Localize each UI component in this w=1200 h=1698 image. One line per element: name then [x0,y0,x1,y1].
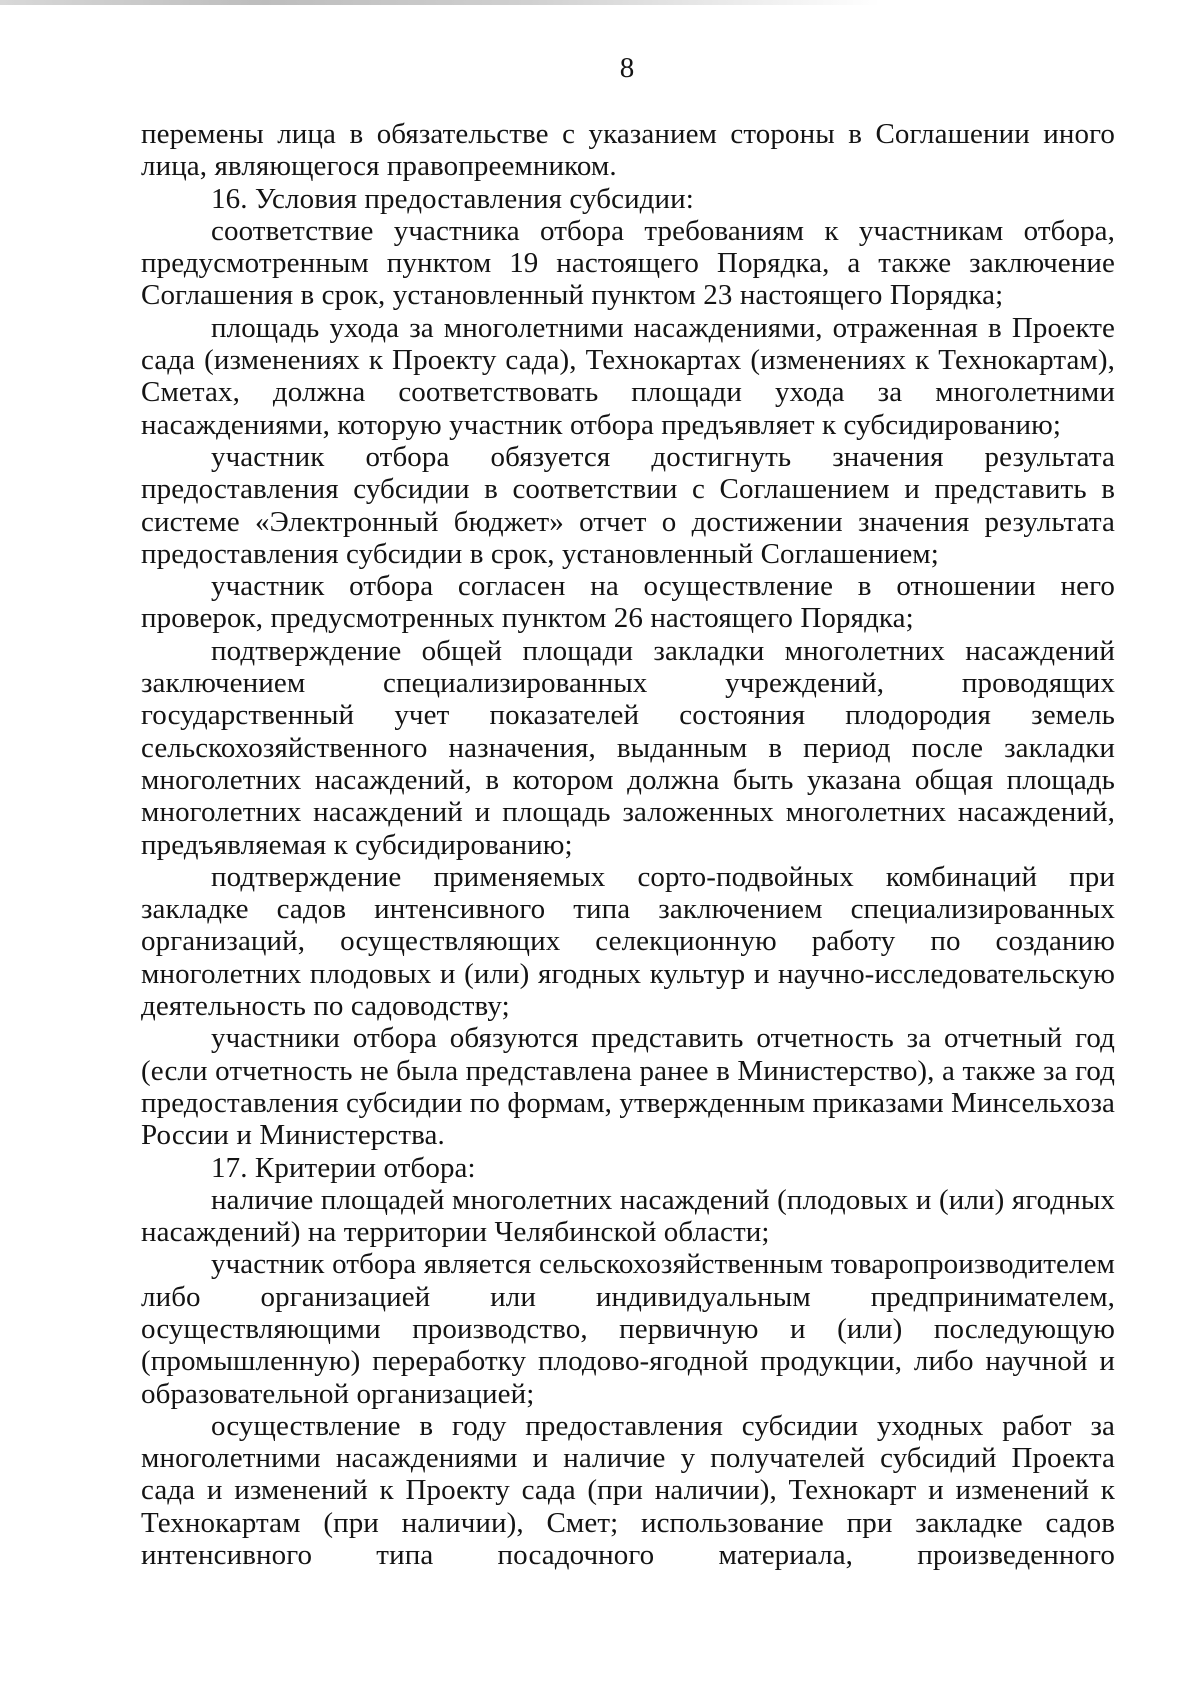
section-16-item-5: подтверждение общей площади закладки многолетних насаждений заключением специализированных учреждений, проводящих государственный учет показателей состояния плодородия земель сельскохозяйственного назначения, выданным в период после закладки многолетних насаждений, в котором должна быть указана общая площадь многолетних насаждений и площадь заложенных многолетних насаждений, предъявляемая к субсидированию; [141,634,1115,861]
section-16-item-3: участник отбора обязуется достигнуть значения результата предоставления субсидии в соответствии с Соглашением и представить в системе «Электронный бюджет» отчет о достижении значения результата предоставления субсидии в срок, установленный Соглашением; [141,440,1115,570]
paragraph-continuation: перемены лица в обязательстве с указанием стороны в Соглашении иного лица, являющегося правопреемником. [141,118,1115,183]
section-16-item-4: участник отбора согласен на осуществление в отношении него проверок, предусмотренных пунктом 26 настоящего Порядка; [141,570,1115,635]
section-16-item-7: участники отбора обязуются представить отчетность за отчетный год (если отчетность не была представлена ранее в Министерство), а также за год предоставления субсидии по формам, утвержденным приказами Минсельхоза России и Министерства. [141,1022,1115,1152]
section-17-item-2: участник отбора является сельскохозяйственным товаропроизводителем либо организацией или индивидуальным предпринимателем, осуществляющими производство, первичную и (или) последующую (промышленную) переработку плодово-ягодной продукции, либо научной и образовательной организацией; [141,1248,1115,1410]
scan-edge-artifact [0,0,880,5]
page-number: 8 [619,52,635,84]
section-16-item-2: площадь ухода за многолетними насаждениями, отраженная в Проекте сада (изменениях к Проекту сада), Технокартах (изменениях к Технокартам), Сметах, должна соответствовать площади ухода за многолетними насаждениями, которую участник отбора предъявляет к субсидированию; [141,311,1115,441]
section-17-item-1: наличие площадей многолетних насаждений (плодовых и (или) ягодных насаждений) на территории Челябинской области; [141,1183,1115,1249]
section-16-heading: 16. Условия предоставления субсидии: [211,182,694,215]
section-17-item-3: осуществление в году предоставления субсидии уходных работ за многолетними насаждениями и наличие у получателей субсидий Проекта сада и изменений к Проекту сада (при наличии), Технокарт и изменений к Технокартам (при наличии), Смет; использование при закладке садов интенсивного типа посадочного материала, произведенного [141,1409,1115,1572]
document-body [141,118,1115,1571]
section-16-item-6: подтверждение применяемых сорто-подвойных комбинаций при закладке садов интенсивного типа заключением специализированных организаций, осуществляющих селекционную работу по созданию многолетних плодовых и (или) ягодных культур и научно-исследовательскую деятельность по садоводству; [141,860,1115,1023]
section-17-heading: 17. Критерии отбора: [211,1151,476,1184]
section-16-item-1: соответствие участника отбора требованиям к участникам отбора, предусмотренным пунктом 19 настоящего Порядка, а также заключение Соглашения в срок, установленный пунктом 23 настоящего Порядка; [141,214,1115,312]
